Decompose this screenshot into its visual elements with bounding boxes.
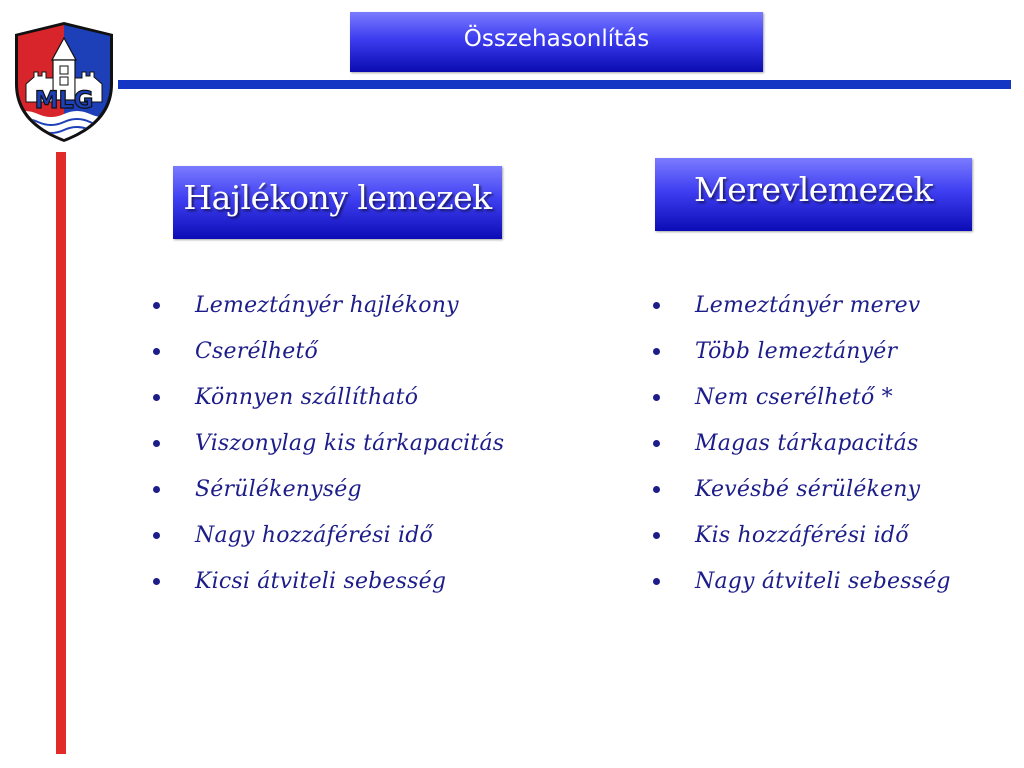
floppy-disks-heading: Hajlékony lemezek [173, 166, 502, 239]
list-item [650, 283, 951, 329]
list-item [150, 467, 504, 513]
crest-lettering: MLG [34, 86, 94, 114]
list-item-text: Viszonylag kis tárkapacitás [195, 431, 505, 456]
bullet-dot-icon [653, 486, 660, 493]
hard-disks-list [650, 283, 951, 605]
list-item [650, 329, 951, 375]
list-item-text: Kevésbé sérülékeny [695, 477, 921, 502]
list-item-text: Kicsi átviteli sebesség [195, 569, 447, 594]
list-item [650, 467, 951, 513]
bullet-dot-icon [153, 394, 160, 401]
list-item [150, 375, 504, 421]
list-item-text: Nagy átviteli sebesség [695, 569, 951, 594]
list-item-text: Nem cserélhető * [695, 385, 893, 410]
bullet-dot-icon [153, 532, 160, 539]
list-item-text: Magas tárkapacitás [695, 431, 919, 456]
list-item-text: Könnyen szállítható [195, 385, 419, 410]
list-item-text: Lemeztányér hajlékony [195, 293, 459, 318]
bullet-dot-icon [653, 394, 660, 401]
bullet-dot-icon [153, 486, 160, 493]
list-item-text: Nagy hozzáférési idő [195, 523, 433, 548]
list-item-text: Kis hozzáférési idő [695, 523, 909, 548]
list-item-text: Cserélhető [195, 339, 318, 364]
bullet-dot-icon [653, 532, 660, 539]
bullet-dot-icon [153, 348, 160, 355]
list-item [650, 421, 951, 467]
list-item [150, 283, 504, 329]
list-item [150, 329, 504, 375]
bullet-dot-icon [653, 348, 660, 355]
school-crest-logo [12, 22, 116, 142]
list-item-text: Sérülékenység [195, 477, 362, 502]
list-item [150, 559, 504, 605]
page-title: Összehasonlítás [350, 12, 763, 72]
bullet-dot-icon [653, 578, 660, 585]
list-item [650, 513, 951, 559]
bullet-dot-icon [153, 578, 160, 585]
list-item [650, 559, 951, 605]
side-divider [56, 152, 66, 754]
list-item [150, 513, 504, 559]
floppy-disks-list [150, 283, 504, 605]
list-item [650, 375, 951, 421]
bullet-dot-icon [153, 440, 160, 447]
bullet-dot-icon [653, 302, 660, 309]
hard-disks-heading: Merevlemezek [655, 158, 972, 231]
list-item-text: Több lemeztányér [695, 339, 898, 364]
list-item-text: Lemeztányér merev [695, 293, 921, 318]
top-divider [118, 80, 1011, 89]
list-item [150, 421, 504, 467]
bullet-dot-icon [653, 440, 660, 447]
bullet-dot-icon [153, 302, 160, 309]
